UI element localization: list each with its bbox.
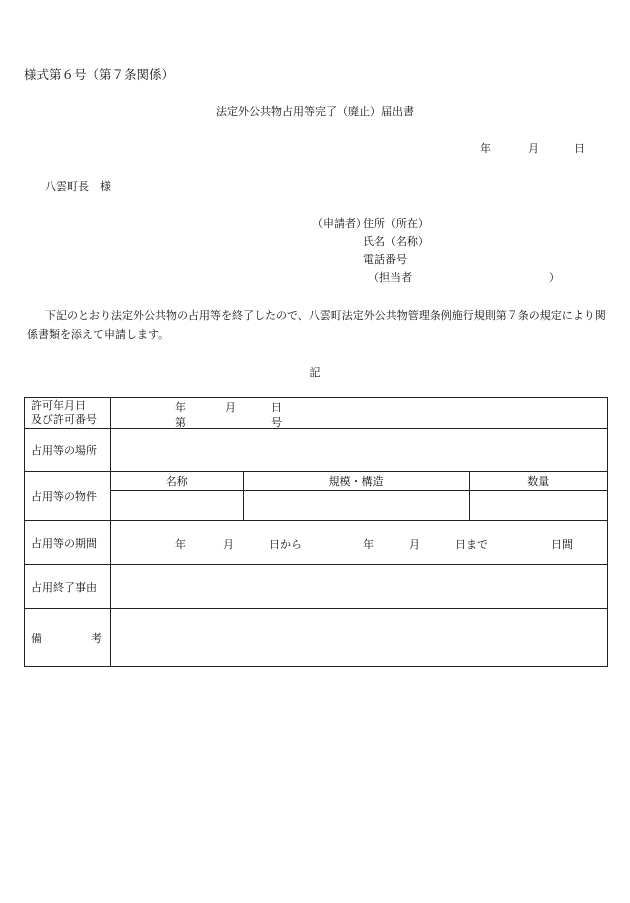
object-value-cell xyxy=(111,472,608,521)
body-text: 下記のとおり法定外公共物の占用等を終了したので、八雲町法定外公共物管理条例施行規則第７条の規定により関係書類を添えて申請します。 xyxy=(27,309,606,341)
permit-year: 年 xyxy=(175,401,186,414)
remarks-label-cell xyxy=(25,609,111,667)
remarks-label-2: 考 xyxy=(91,632,102,645)
object-header-scale: 規模・構造 xyxy=(243,472,469,490)
object-label: 占用等の物件 xyxy=(25,472,111,521)
period-days: 日間 xyxy=(551,538,573,551)
form-number: 様式第６号（第７条関係） xyxy=(24,67,175,82)
place-value-cell[interactable] xyxy=(111,429,608,472)
period-year-1: 年 xyxy=(175,538,186,551)
row-place xyxy=(25,429,608,472)
permit-day: 日 xyxy=(271,401,282,414)
applicant-phone-label: 電話番号 xyxy=(363,253,407,266)
remarks-label-1: 備 xyxy=(31,632,42,645)
applicant-name-label: 氏名（名称） xyxy=(363,235,429,248)
date-year: 年 xyxy=(480,142,491,155)
period-until: 日まで xyxy=(455,538,488,551)
place-label: 占用等の場所 xyxy=(25,429,111,472)
permit-label-cell xyxy=(25,398,111,429)
period-from: 日から xyxy=(269,538,302,551)
document-title: 法定外公共物占用等完了（廃止）届出書 xyxy=(216,105,414,118)
object-header-name: 名称 xyxy=(111,472,243,490)
applicant-prefix: （申請者） xyxy=(312,217,367,230)
date-day: 日 xyxy=(574,142,585,155)
permit-date-label: 許可年月日 xyxy=(31,399,86,412)
addressee: 八雲町長 様 xyxy=(45,180,111,193)
applicant-contact-close: ） xyxy=(549,271,560,284)
reason-value-cell[interactable] xyxy=(111,565,608,609)
period-label: 占用等の期間 xyxy=(25,521,111,565)
row-reason xyxy=(25,565,608,609)
row-remarks xyxy=(25,609,608,667)
permit-dai: 第 xyxy=(175,416,186,429)
notification-table xyxy=(24,397,608,667)
object-name-input[interactable] xyxy=(111,490,243,520)
object-scale-input[interactable] xyxy=(243,490,469,520)
permit-number-label: 及び許可番号 xyxy=(31,413,97,426)
ki-heading: 記 xyxy=(309,366,321,379)
object-subtable xyxy=(111,472,607,520)
period-month-2: 月 xyxy=(409,538,420,551)
permit-value-cell[interactable] xyxy=(111,398,608,429)
row-object xyxy=(25,472,608,521)
period-month-1: 月 xyxy=(223,538,234,551)
row-period xyxy=(25,521,608,565)
object-quantity-input[interactable] xyxy=(469,490,607,520)
permit-go: 号 xyxy=(271,416,282,429)
period-value-cell[interactable] xyxy=(111,521,608,565)
applicant-address-label: 住所（所在） xyxy=(363,217,429,230)
permit-month: 月 xyxy=(225,401,236,414)
reason-label: 占用終了事由 xyxy=(25,565,111,609)
remarks-value-cell[interactable] xyxy=(111,609,608,667)
period-year-2: 年 xyxy=(363,538,374,551)
object-header-quantity: 数量 xyxy=(469,472,607,490)
row-permit xyxy=(25,398,608,429)
date-month: 月 xyxy=(528,142,539,155)
applicant-contact-open: （担当者 xyxy=(368,271,412,284)
